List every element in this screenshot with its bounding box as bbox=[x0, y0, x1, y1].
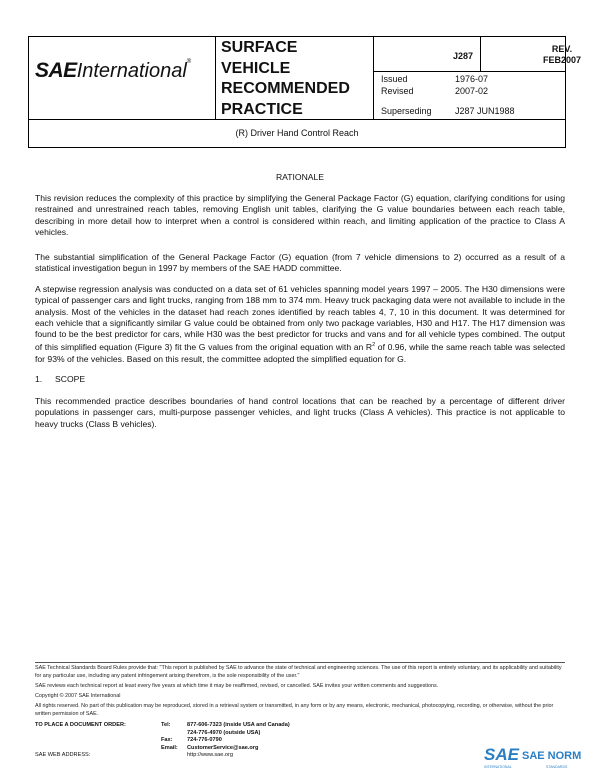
revised-value: 2007-02 bbox=[455, 86, 489, 96]
svg-text:STANDARDS: STANDARDS bbox=[546, 765, 568, 769]
revised-label: Revised bbox=[381, 86, 414, 96]
footer-copyright: Copyright © 2007 SAE International bbox=[35, 693, 121, 699]
sae-international-logo: SAEInternational® bbox=[35, 59, 192, 82]
footer-rules-note: SAE Technical Standards Board Rules provide that: "This report is published by SAE to advance the state of technical and engineering sciences. The use of this report is entirely voluntary, and its applicability and suitability for any particular use, including any patent infringement arising therefrom, is the sole responsibility of the user." bbox=[35, 665, 562, 679]
rationale-heading: RATIONALE bbox=[275, 172, 325, 182]
document-title: (R) Driver Hand Control Reach bbox=[235, 128, 359, 138]
document-number: J287 bbox=[452, 51, 474, 61]
scope-heading: SCOPE bbox=[55, 374, 86, 384]
issued-value: 1976-07 bbox=[455, 74, 489, 84]
footer-review-note: SAE reviews each technical report at least every five years at which time it may be reaffirmed, revised, or cancelled. SAE invites your written comments and suggestions. bbox=[35, 683, 439, 689]
svg-text:SAE NORM: SAE NORM bbox=[522, 750, 582, 762]
scope-paragraph: This recommended practice describes boundaries of hand control locations that can be reached by a percentage of different driver populations in passenger cars, multi-purpose passenger vehicles, and light trucks (Class A vehicles). This practice is not applicable to heavy trucks (Class B vehicles). bbox=[35, 396, 565, 429]
issued-label: Issued bbox=[381, 74, 408, 84]
document-type: SURFACE VEHICLE RECOMMENDED PRACTICE bbox=[221, 39, 350, 118]
footer-rule bbox=[35, 662, 565, 663]
email-link[interactable]: CustomerService@sae.org bbox=[187, 744, 259, 751]
order-info: TO PLACE A DOCUMENT ORDER: Tel: 877-606-7323 (inside USA and Canada) 724-776-4970 (outside USA) Fax: 724-776-0790 Email: CustomerService@sae.org SAE WEB ADDRESS: http://www.sae.org bbox=[35, 722, 290, 759]
superseding-label: Superseding bbox=[381, 106, 432, 116]
svg-text:INTERNATIONAL: INTERNATIONAL bbox=[484, 765, 512, 769]
rationale-paragraph-2: The substantial simplification of the General Package Factor (G) equation (from 7 vehicle dimensions to 2) occurred as a result of a statistical investigation begun in 1997 by members of the SAE HADD committee. bbox=[35, 252, 565, 274]
rationale-paragraph-3: A stepwise regression analysis was conducted on a data set of 61 vehicles spanning model years 1997 – 2005. The H30 dimensions were typical of passenger cars and light trucks, ranging from 188 mm to 374 mm. Heavy truck packaging data were not available to include in the analysis. Most of the vehicles in the dataset had reach zones identified by reach tables 4, 7, 10 in this document. It was determined for each vehicle that a significantly similar G value could be obtained from only two package variables, H30 and H17. The H17 dimension was found to be the best predictor for cars, while H30 was the best predictor for trucks and vans and for all vehicle types combined. The output of this simplified equation (Figure 3) fit the G values from the original equation with an $R^2$ of 0.96, while the same reach table was selected for 93% of the vehicles. Based on this result, the committee adopted the simplified equation for G. bbox=[35, 284, 565, 364]
sae-norm-brand-logo bbox=[484, 743, 584, 771]
scope-number: 1. bbox=[35, 374, 43, 384]
rationale-paragraph-1: This revision reduces the complexity of this practice by simplifying the General Package Factor (G) equation, clarifying conditions for using restrained and unrestrained reach tables, removing English unit tables, clarifying the G value boundaries between each reach table, describing in more detail how to interpret when a control is considered within reach, and limiting application of the practice to Class A vehicles. bbox=[35, 193, 565, 237]
superseding-value: J287 JUN1988 bbox=[455, 106, 515, 116]
footer-rights-note: All rights reserved. No part of this publication may be reproduced, stored in a retrieval system or transmitted, in any form or by any means, electronic, mechanical, photocopying, recording, or otherwise, without the prior written permission of SAE. bbox=[35, 703, 554, 717]
svg-text:SAE: SAE bbox=[484, 745, 519, 764]
revision-block: REV. FEB2007 bbox=[542, 44, 582, 65]
web-link[interactable]: http://www.sae.org bbox=[187, 752, 234, 759]
